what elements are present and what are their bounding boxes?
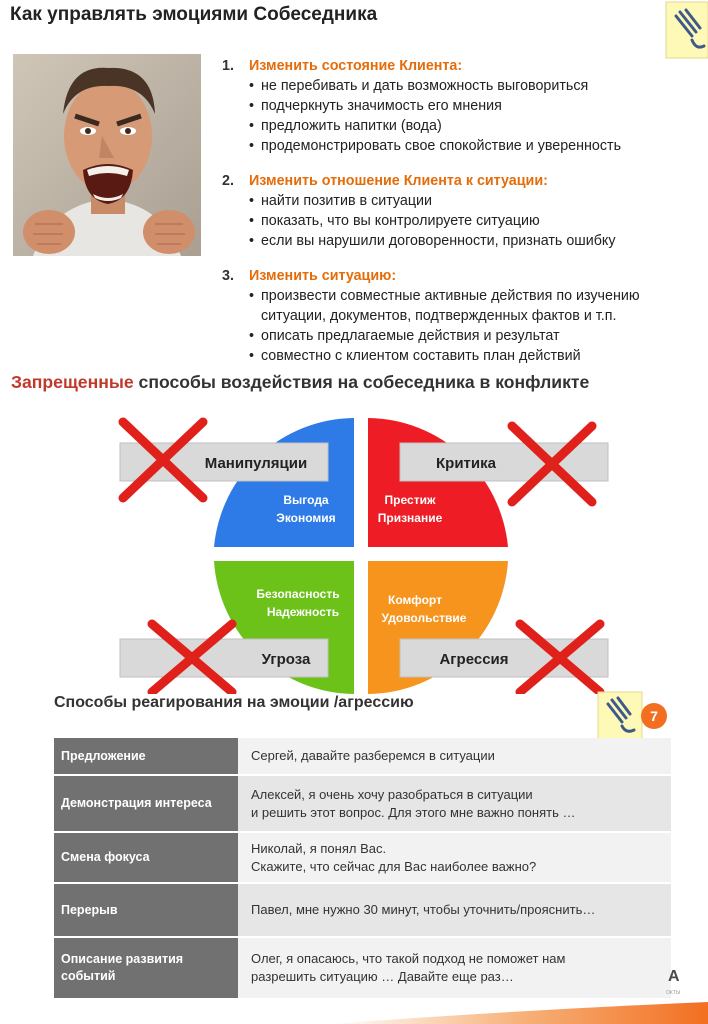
row-line: Николай, я понял Вас.: [251, 840, 387, 856]
step-section: [222, 56, 708, 156]
list-item: • продемонстрировать свое спокойствие и уверенность: [222, 136, 708, 156]
label-criticism: Критика: [436, 455, 496, 472]
row-text: [238, 776, 671, 831]
step-heading: [222, 171, 708, 191]
row-label: Смена фокуса: [54, 833, 238, 882]
step-list: [222, 191, 708, 251]
list-item: • не перебивать и дать возможность выговориться: [222, 76, 708, 96]
quadrant-text: Экономия: [276, 511, 336, 525]
quadrant-text: Надежность: [266, 605, 340, 619]
motives-diagram: [118, 412, 613, 694]
table-row: [54, 776, 671, 833]
row-label: Предложение: [54, 738, 238, 774]
step-title: Изменить состояние Клиента:: [249, 58, 463, 74]
step-number: 1.: [222, 58, 234, 74]
forbidden-rest: способы воздействия на собеседника в конфликте: [133, 372, 590, 392]
quadrant-text: Выгода: [283, 493, 329, 507]
row-line: Павел, мне нужно 30 минут, чтобы уточнить/прояснить…: [251, 902, 596, 917]
logo-letter: A: [668, 968, 680, 985]
row-label: Описание развития событий: [54, 938, 238, 998]
management-steps: [222, 56, 708, 381]
forbidden-heading: [11, 372, 589, 393]
quadrant-text: Безопасность: [256, 587, 340, 601]
angry-man-photo: [13, 54, 201, 256]
list-item: • если вы нарушили договоренности, признать ошибку: [222, 231, 708, 251]
table-row: [54, 884, 671, 938]
label-aggression: Агрессия: [439, 651, 509, 668]
hand-note-badge-icon: [596, 690, 672, 742]
forbidden-highlight: Запрещенные: [11, 372, 134, 392]
quadrant-text: Удовольствие: [381, 611, 467, 625]
step-number: 3.: [222, 268, 234, 284]
row-line: Алексей, я очень хочу разобраться в ситуации: [251, 786, 533, 802]
step-heading: [222, 56, 708, 76]
hand-pointer-note-icon: [662, 0, 708, 60]
table-row: [54, 833, 671, 884]
row-line: Сергей, давайте разберемся в ситуации: [251, 748, 495, 763]
step-title: Изменить отношение Клиента к ситуации:: [249, 173, 548, 189]
list-item: • предложить напитки (вода): [222, 116, 708, 136]
list-item: • показать, что вы контролируете ситуацию: [222, 211, 708, 231]
row-line: Скажите, что сейчас для Вас наиболее важно?: [251, 858, 537, 874]
row-label: Перерыв: [54, 884, 238, 936]
reactions-table: [54, 738, 671, 1000]
page-title: Как управлять эмоциями Собеседника: [10, 4, 378, 25]
footer-stripe: [0, 1002, 708, 1024]
row-line: и решить этот вопрос. Для этого мне важно понять …: [251, 804, 576, 820]
table-row: [54, 938, 671, 1000]
step-heading: [222, 266, 708, 286]
quadrant-top-left: [214, 418, 354, 547]
row-label: Демонстрация интереса: [54, 776, 238, 831]
quadrant-top-right: [368, 418, 508, 547]
list-item: • совместно с клиентом составить план действий: [222, 346, 708, 366]
list-item: • найти позитив в ситуации: [222, 191, 708, 211]
step-section: [222, 171, 708, 251]
table-row: [54, 738, 671, 776]
badge-number: 7: [650, 708, 658, 724]
step-list: [222, 286, 708, 366]
label-threat: Угроза: [261, 651, 311, 668]
row-text: [238, 938, 671, 998]
step-number: 2.: [222, 173, 234, 189]
row-text: [238, 884, 671, 936]
quadrant-text: Комфорт: [388, 593, 442, 607]
list-item: • подчеркнуть значимость его мнения: [222, 96, 708, 116]
quadrant-text: Престиж: [384, 493, 436, 507]
label-manipulation: Манипуляции: [204, 455, 308, 472]
label-bar-top-right: [400, 443, 608, 481]
step-section: [222, 266, 708, 366]
logo-subtext: ОКТЫ: [666, 990, 681, 996]
step-title: Изменить ситуацию:: [249, 268, 397, 284]
row-line: разрешить ситуацию … Давайте еще раз…: [251, 969, 514, 984]
row-line: Олег, я опасаюсь, что такой подход не поможет нам: [251, 951, 566, 966]
quadrant-text: Признание: [377, 511, 443, 525]
row-text: [238, 833, 671, 882]
reactions-title: Способы реагирования на эмоции /агрессию: [54, 694, 414, 711]
row-text: [238, 738, 671, 774]
list-item: • произвести совместные активные действия по изучению ситуации, документов, подтвержденных фактов и т.п.: [222, 286, 708, 326]
list-item: • описать предлагаемые действия и результат: [222, 326, 708, 346]
step-list: [222, 76, 708, 156]
